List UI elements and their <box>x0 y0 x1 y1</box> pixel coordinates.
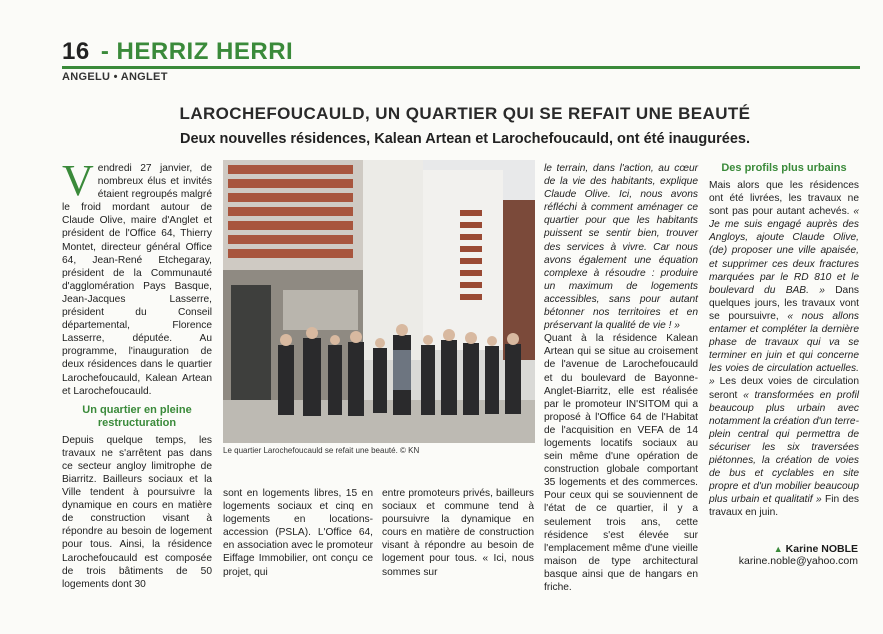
subheading-profils: Des profils plus urbains <box>721 162 847 174</box>
column-3 <box>544 162 698 594</box>
paragraph-kalean-artean: Quant à la résidence Kalean Artean qui se situe au croisement de l'avenue de Larochefoucauld et du boulevard de Bayonne-Anglet-Biarritz, elle est réalisée par le promoteur IN'SITOM qui a proposé à l'Office 64 de l'Habitat de l'acquisition en VEFA de 14 logements locatifs sociaux au sein même d'une opération de construction globale comportant 35 logements et des commerces. Pour ceux qui se souviennent de l'état de ce quartier, il y a seulement trois ans, cette résidence s'est élevée sur l'emplacement même d'une vieille maison de type architectural basque ainsi que de hangars en friche. <box>544 333 698 593</box>
article-title: LAROCHEFOUCAULD, UN QUARTIER QUI SE REFAIT UNE BEAUTÉ <box>179 104 751 123</box>
quote-olive: le terrain, dans l'action, au cœur de la vie des habitants, explique Claude Olive. Ici, nous avons réfléchi à comment aménager ce quartier pour que les habitants puissent se sentir bien, trouver des services à vivre. Car nous avons également une équation complexe à résoudre : produire un maximum de logements accessibles, sans pour autant bétonner nos territoires et en préservant la qualité de vie ! » <box>544 163 698 332</box>
column-4 <box>709 162 859 519</box>
quote-4a: « Je me suis engagé auprès des Angloys, ajoute Claude Olive, (de) proposer une ville apaisée, et supprimer ces deux fractures marquées par le RD 810 et le boulevard du BAB. » <box>709 206 859 296</box>
lead-paragraph <box>62 156 212 398</box>
article-photo <box>223 160 535 443</box>
page-number-header <box>62 38 293 66</box>
lead-text: endredi 27 janvier, de nombreux élus et invités étaient regroupés malgré le froid mordant autour de Claude Olive, maire d'Anglet et président de l'Office 64, Thierry Montet, directeur général Office 64, Jean-René Etchegaray, président de la Communauté d'agglomération Pays Basque, Jean-Jacques Lasserre, président du Conseil départemental, Florence Lasserre, députée. Au programme, l'inauguration de deux résidences dans le quartier Larochefoucauld, Kalean Artean et Larochefoucauld. <box>62 163 212 397</box>
column-2 <box>223 487 373 579</box>
column-1 <box>62 156 212 591</box>
section-title: - HERRIZ HERRI <box>100 38 294 65</box>
text-4b: Dans quelques jours, les travaux vont se poursuivre, <box>709 284 859 322</box>
paragraph-1b: Depuis quelque temps, les travaux ne s'arrêtent pas dans ce secteur angloy limitrophe de Biarritz. Bailleurs sociaux et la Ville tendent à poursuivre la dynamique en cours en matière de construction visant à répondre au besoin de logement pour tous. Ainsi, la résidence Larochefoucauld est composée de trois bâtiments de 50 logements dont 30 <box>62 434 212 590</box>
subheading-restructuration: Un quartier en pleine restructuration <box>82 403 192 429</box>
author-icon: ▲ <box>773 544 783 554</box>
paragraph-2: sont en logements libres, 15 en logements sociaux et cinq en logements en locations-accession (PSLA). L'Office 64, en association avec le promoteur Eiffage Immobilier, ont conçu ce projet, qui <box>223 488 373 578</box>
paragraph-2b: entre promoteurs privés, bailleurs sociaux et commune tend à poursuivre la dynamique en cours en matière de construction visant à répondre au besoin de logement pour tous. « Ici, nous sommes sur <box>382 488 534 578</box>
header-rule <box>62 66 860 69</box>
author-signature <box>700 543 858 567</box>
author-email: karine.noble@yahoo.com <box>738 555 858 567</box>
photo-illustration <box>223 160 535 443</box>
text-4d: Fin des travaux en juin. <box>709 494 859 519</box>
quote-4c: « transformées en profil beaucoup plus urbain avec notamment la création d'un terre-plein central qui permettra de sécuriser les six traversées piétonnes, la création de voies de bus et cyclables en site propre et d'un mobilier beaucoup plus urbain et qualitatif » <box>709 389 859 506</box>
paragraph-4 <box>709 179 859 519</box>
text-4a: Mais alors que les résidences ont été livrées, les travaux ne sont pas pour autant achevés. <box>709 180 859 218</box>
page-number: 16 <box>62 38 90 65</box>
author-name: Karine NOBLE <box>785 543 858 555</box>
subsection-label: ANGELU • ANGLET <box>62 71 168 83</box>
quote-4b: « nous allons entamer et compléter la dernière phase de travaux qui va se terminer en juin et qui concerne les voies de circulation actuelles. » <box>709 310 859 388</box>
text-4c: Les deux voies de circulation seront <box>709 376 859 401</box>
article-subtitle: Deux nouvelles résidences, Kalean Artean et Larochefoucauld, ont été inaugurées. <box>180 131 750 147</box>
photo-caption: Le quartier Larochefoucauld se refait une beauté. © KN <box>223 446 420 455</box>
column-2b <box>382 487 534 579</box>
drop-cap: V <box>62 156 94 205</box>
